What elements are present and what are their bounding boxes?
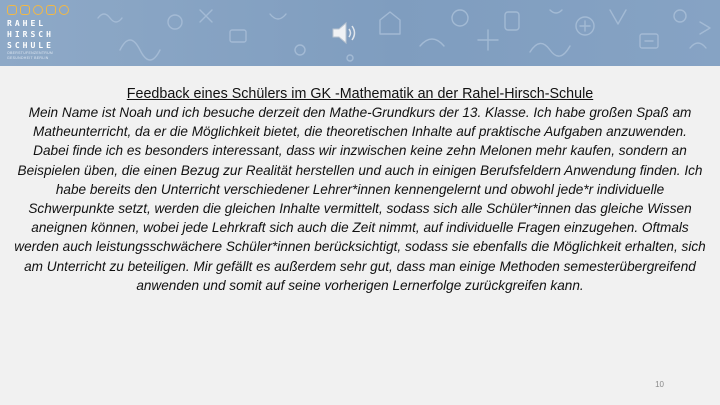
slide-content — [14, 86, 706, 295]
heart-icon — [7, 5, 17, 15]
logo-word-2: HIRSCH — [7, 30, 54, 39]
logo-tagline-2: GESUNDHEIT BERLIN — [7, 56, 49, 60]
doodle-pattern — [0, 0, 720, 66]
logo-word-3: SCHULE — [7, 41, 54, 50]
face-icon — [59, 5, 69, 15]
feedback-text: Mein Name ist Noah und ich besuche derzeit den Mathe-Grundkurs der 13. Klasse. Ich habe großen Spaß am Matheunterricht, da er die Möglichkeit bietet, die theoretischen Inhalte auf praktische Aufgaben anzuwenden. Dabei finde ich es besonders interessant, dass wir inzwischen keine zehn Melonen mehr kaufen, sondern an Beispielen üben, die einen Bezug zur Realität herstellen und auch in einigen Berufsfeldern Anwendung finden. Ich habe bereits den Unterricht verschiedener Lehrer*innen kennengelernt und obwohl jede*r individuelle Schwerpunkte setzt, werden die gleichen Inhalte vermittelt, sodass sich alle Schüler*innen das gleiche Wissen aneignen können, wobei jede Lehrkraft sich auch die Zeit nimmt, auf individuelle Fragen einzugehen. Oftmals werden auch leistungsschwächere Schüler*innen berücksichtigt, sodass sie ebenfalls die Möglichkeit erhalten, sich am Unterricht zu beteiligen. Mir gefällt es außerdem sehr gut, dass man einige Methoden semesterübergreifend anwenden und somit auf seine vorherigen Lernerfolge zurückgreifen kann. — [14, 105, 706, 293]
slide-title: Feedback eines Schülers im GK -Mathematik an der Rahel-Hirsch-Schule — [126, 86, 594, 102]
tooth-icon — [46, 5, 56, 15]
school-logo — [7, 5, 87, 61]
speaker-icon[interactable] — [330, 20, 358, 46]
logo-icon-row — [7, 5, 87, 17]
cross-icon — [20, 5, 30, 15]
logo-tagline-1: OBERSTUFENZENTRUM — [7, 51, 54, 55]
logo-word-1: RAHEL — [7, 19, 47, 28]
stethoscope-icon — [33, 5, 43, 15]
header-banner — [0, 0, 720, 66]
page-number: 10 — [655, 380, 664, 389]
